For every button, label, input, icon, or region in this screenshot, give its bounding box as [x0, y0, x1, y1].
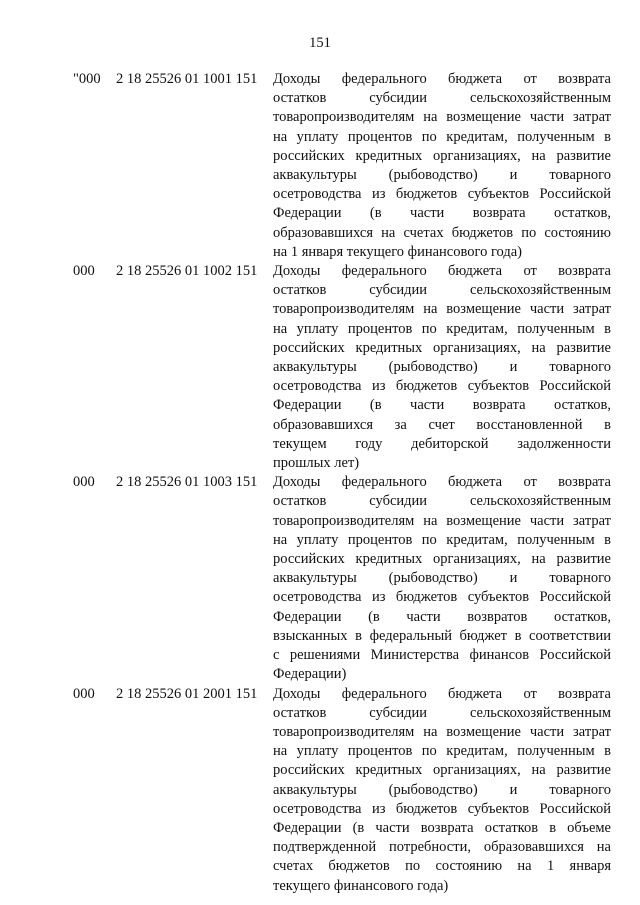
description-line: Федерации (в части возврата остатков, — [273, 205, 611, 222]
description-line: Федерации (в части возврата остатков, — [273, 397, 611, 414]
description-line: подтвержденной потребности, образовавшихся на — [273, 839, 611, 856]
description-line: на уплату процентов по кредитам, полученным в — [273, 531, 611, 548]
income-description — [273, 473, 611, 684]
description-line: прошлых лет) — [273, 455, 360, 472]
description-line: остатков субсидии сельскохозяйственным — [273, 704, 611, 721]
description-line: текущего финансового года) — [273, 877, 449, 894]
description-line: на уплату процентов по кредитам, полученным в — [273, 320, 611, 337]
income-description — [273, 262, 611, 473]
description-line: товаропроизводителям на возмещение части затрат — [273, 301, 611, 318]
income-classification-code: 2 18 25526 01 2001 151 — [116, 685, 258, 702]
description-line: осетроводства из бюджетов субъектов Российской — [273, 589, 611, 606]
description-line: с решениями Министерства финансов Российской — [273, 647, 611, 664]
administrator-code: 000 — [73, 474, 95, 491]
income-description — [273, 70, 611, 262]
description-line: российских кредитных организациях, на развитие — [273, 762, 611, 779]
description-line: Федерации) — [273, 666, 347, 683]
budget-code-entry — [0, 262, 640, 473]
income-classification-code: 2 18 25526 01 1003 151 — [116, 474, 258, 491]
administrator-code: 000 — [73, 263, 95, 280]
description-line: образовавшихся за счет восстановленной в — [273, 416, 611, 433]
description-line: взысканных в федеральный бюджет в соответствии — [273, 627, 611, 644]
income-classification-code: 2 18 25526 01 1001 151 — [116, 71, 258, 87]
administrator-code: 000 — [73, 685, 95, 702]
description-line: товаропроизводителям на возмещение части затрат — [273, 109, 611, 126]
budget-code-entry — [0, 473, 640, 684]
description-line: осетроводства из бюджетов субъектов Российской — [273, 186, 611, 203]
description-line: российских кредитных организациях, на развитие — [273, 147, 611, 164]
budget-code-list — [0, 70, 640, 896]
description-line: Федерации (в части возврата остатков в объеме — [273, 819, 611, 836]
description-line: остатков субсидии сельскохозяйственным — [273, 493, 611, 510]
description-line: аквакультуры (рыбоводство) и товарного — [273, 167, 611, 184]
description-line: аквакультуры (рыбоводство) и товарного — [273, 359, 611, 376]
administrator-code: "000 — [73, 71, 101, 87]
description-line: остатков субсидии сельскохозяйственным — [273, 282, 611, 299]
description-line: товаропроизводителям на возмещение части затрат — [273, 723, 611, 740]
budget-code-entry — [0, 70, 640, 262]
income-description — [273, 685, 611, 896]
description-line: товаропроизводителям на возмещение части затрат — [273, 512, 611, 529]
description-line: осетроводства из бюджетов субъектов Российской — [273, 378, 611, 395]
description-line: на уплату процентов по кредитам, полученным в — [273, 743, 611, 760]
description-line: российских кредитных организациях, на развитие — [273, 339, 611, 356]
description-line: на уплату процентов по кредитам, полученным в — [273, 128, 611, 145]
description-line: текущем году дебиторской задолженности — [273, 435, 611, 452]
description-line: Доходы федерального бюджета от возврата — [273, 71, 611, 87]
description-line: осетроводства из бюджетов субъектов Российской — [273, 800, 611, 817]
description-line: на 1 января текущего финансового года) — [273, 243, 522, 260]
description-line: счетах бюджетов по состоянию на 1 января — [273, 858, 611, 875]
description-line: Доходы федерального бюджета от возврата — [273, 685, 611, 702]
description-line: образовавшихся на счетах бюджетов по состоянию — [273, 224, 611, 241]
description-line: Федерации (в части возвратов остатков, — [273, 608, 611, 625]
description-line: российских кредитных организациях, на развитие — [273, 551, 611, 568]
page-number: 151 — [309, 35, 331, 51]
budget-code-entry — [0, 685, 640, 896]
description-line: Доходы федерального бюджета от возврата — [273, 263, 611, 280]
description-line: остатков субсидии сельскохозяйственным — [273, 90, 611, 107]
income-classification-code: 2 18 25526 01 1002 151 — [116, 263, 258, 280]
description-line: Доходы федерального бюджета от возврата — [273, 474, 611, 491]
description-line: аквакультуры (рыбоводство) и товарного — [273, 781, 611, 798]
description-line: аквакультуры (рыбоводство) и товарного — [273, 570, 611, 587]
